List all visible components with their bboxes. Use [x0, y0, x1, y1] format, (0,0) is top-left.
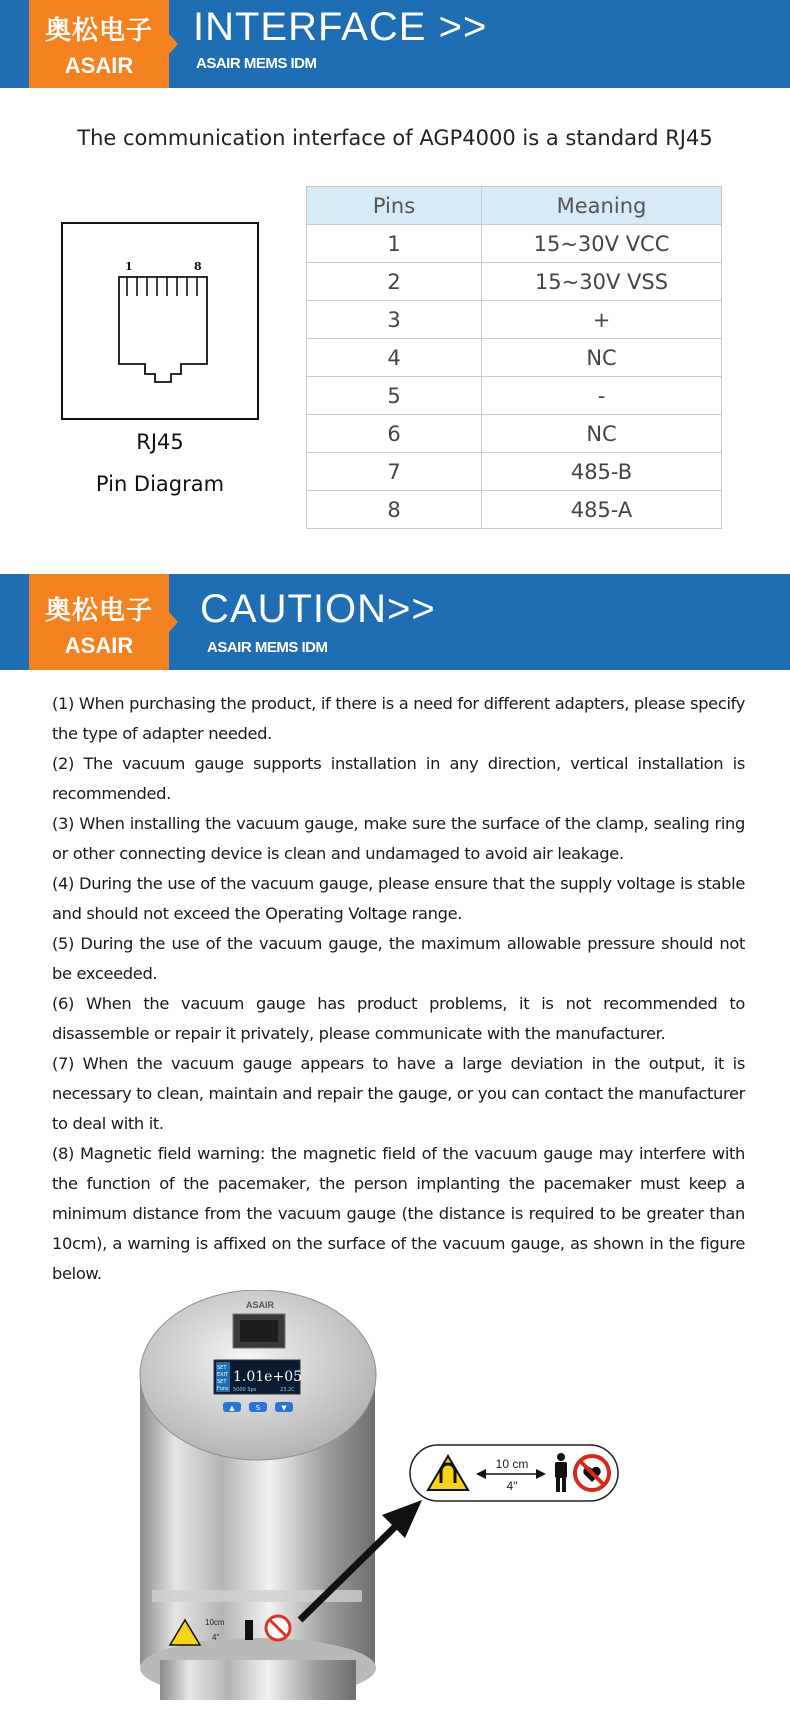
- display-side-label: EXIT: [217, 1372, 229, 1378]
- table-row: [307, 225, 722, 263]
- vacuum-gauge-photo: [130, 1290, 710, 1710]
- interface-intro-text: The communication interface of AGP4000 is a standard RJ45: [77, 126, 713, 150]
- display-side-label: Func: [217, 1386, 229, 1392]
- column-header-pins: Pins: [307, 187, 482, 225]
- pin-last-label: 8: [194, 260, 202, 273]
- pin-number: 2: [307, 263, 482, 301]
- pin-number: 7: [307, 453, 482, 491]
- pin-meaning: 485-B: [482, 453, 722, 491]
- pin-number: 5: [307, 377, 482, 415]
- section-title: INTERFACE >>: [193, 5, 488, 49]
- magnetic-field-warning-enlarged: [410, 1445, 618, 1501]
- label-distance-in: 4": [212, 1633, 220, 1642]
- pin-number: 8: [307, 491, 482, 529]
- rj45-pin-diagram: [61, 222, 259, 420]
- pin-meaning: 15~30V VSS: [482, 263, 722, 301]
- caution-list: [52, 689, 745, 1289]
- caution-item: (7) When the vacuum gauge appears to have a large deviation in the output, it is necessary to clean, maintain and repair the gauge, or you can contact the manufacturer to deal with it.: [52, 1054, 745, 1133]
- caution-item: (4) During the use of the vacuum gauge, please ensure that the supply voltage is stable and should not exceed the Operating Voltage range.: [52, 874, 745, 923]
- column-header-meaning: Meaning: [482, 187, 722, 225]
- brand-logo: [29, 574, 169, 670]
- logo-notch: [169, 34, 178, 54]
- pin-meaning: NC: [482, 339, 722, 377]
- pin-meaning: -: [482, 377, 722, 415]
- section-subtitle: ASAIR MEMS IDM: [196, 55, 317, 72]
- down-button-label: ▼: [281, 1404, 287, 1412]
- table-header-row: [307, 187, 722, 225]
- diagram-caption-label: Pin Diagram: [95, 472, 225, 496]
- warning-distance-cm: 10 cm: [495, 1457, 529, 1471]
- pin-number: 1: [307, 225, 482, 263]
- warning-distance-in: 4": [506, 1479, 518, 1493]
- caution-banner: [0, 574, 790, 670]
- up-button-label: ▲: [229, 1404, 235, 1412]
- caution-item: (1) When purchasing the product, if there is a need for different adapters, please specify the type of adapter needed.: [52, 694, 745, 743]
- caution-item: (2) The vacuum gauge supports installation in any direction, vertical installation is recommended.: [52, 754, 745, 803]
- display-value: 1.01e+05: [233, 1369, 303, 1385]
- brand-logo: [29, 0, 169, 88]
- pin-first-label: 1: [125, 260, 133, 273]
- section-subtitle: ASAIR MEMS IDM: [207, 639, 328, 656]
- pin-table: [306, 186, 722, 529]
- brand-name-cn: 奥松电子: [44, 596, 153, 626]
- device-brand-label: ASAIR: [245, 1300, 275, 1310]
- brand-name-en: ASAIR: [64, 53, 134, 78]
- caution-item: (5) During the use of the vacuum gauge, the maximum allowable pressure should not be exceeded.: [52, 934, 745, 983]
- label-distance-cm: 10cm: [205, 1618, 225, 1627]
- table-row: [307, 491, 722, 529]
- rj45-socket-icon: [63, 224, 257, 418]
- set-button-label: S: [255, 1404, 261, 1412]
- section-title: CAUTION>>: [200, 587, 436, 631]
- pin-meaning: 15~30V VCC: [482, 225, 722, 263]
- table-row: [307, 377, 722, 415]
- caution-item: (3) When installing the vacuum gauge, make sure the surface of the clamp, sealing ring or other connecting device is clean and undamaged to avoid air leakage.: [52, 814, 745, 863]
- display-side-label: SET: [217, 1365, 227, 1371]
- caution-item: (6) When the vacuum gauge has product problems, it is not recommended to disassemble or repair it privately, please communicate with the manufacturer.: [52, 994, 745, 1043]
- diagram-caption-type: RJ45: [136, 430, 184, 454]
- interface-banner: [0, 0, 790, 88]
- caution-item: (8) Magnetic field warning: the magnetic field of the vacuum gauge may interfere with the function of the pacemaker, the person implanting the pacemaker must keep a minimum distance from the vacuum gauge (the distance is required to be greater than 10cm), a warning is affixed on the surface of the vacuum gauge, as shown in the figure below.: [52, 1144, 745, 1283]
- table-row: [307, 263, 722, 301]
- display-rate: 5000 Sps: [233, 1387, 257, 1393]
- person-icon: [245, 1620, 253, 1640]
- pin-number: 4: [307, 339, 482, 377]
- table-row: [307, 415, 722, 453]
- table-row: [307, 339, 722, 377]
- pin-meaning: 485-A: [482, 491, 722, 529]
- logo-notch: [169, 612, 178, 632]
- pin-number: 6: [307, 415, 482, 453]
- brand-name-en: ASAIR: [64, 633, 134, 658]
- table-row: [307, 453, 722, 491]
- brand-name-cn: 奥松电子: [44, 16, 153, 46]
- pin-meaning: NC: [482, 415, 722, 453]
- pin-meaning: +: [482, 301, 722, 339]
- pin-number: 3: [307, 301, 482, 339]
- display-side-label: SET: [217, 1379, 227, 1385]
- table-row: [307, 301, 722, 339]
- display-temp: 23.2C: [280, 1387, 295, 1393]
